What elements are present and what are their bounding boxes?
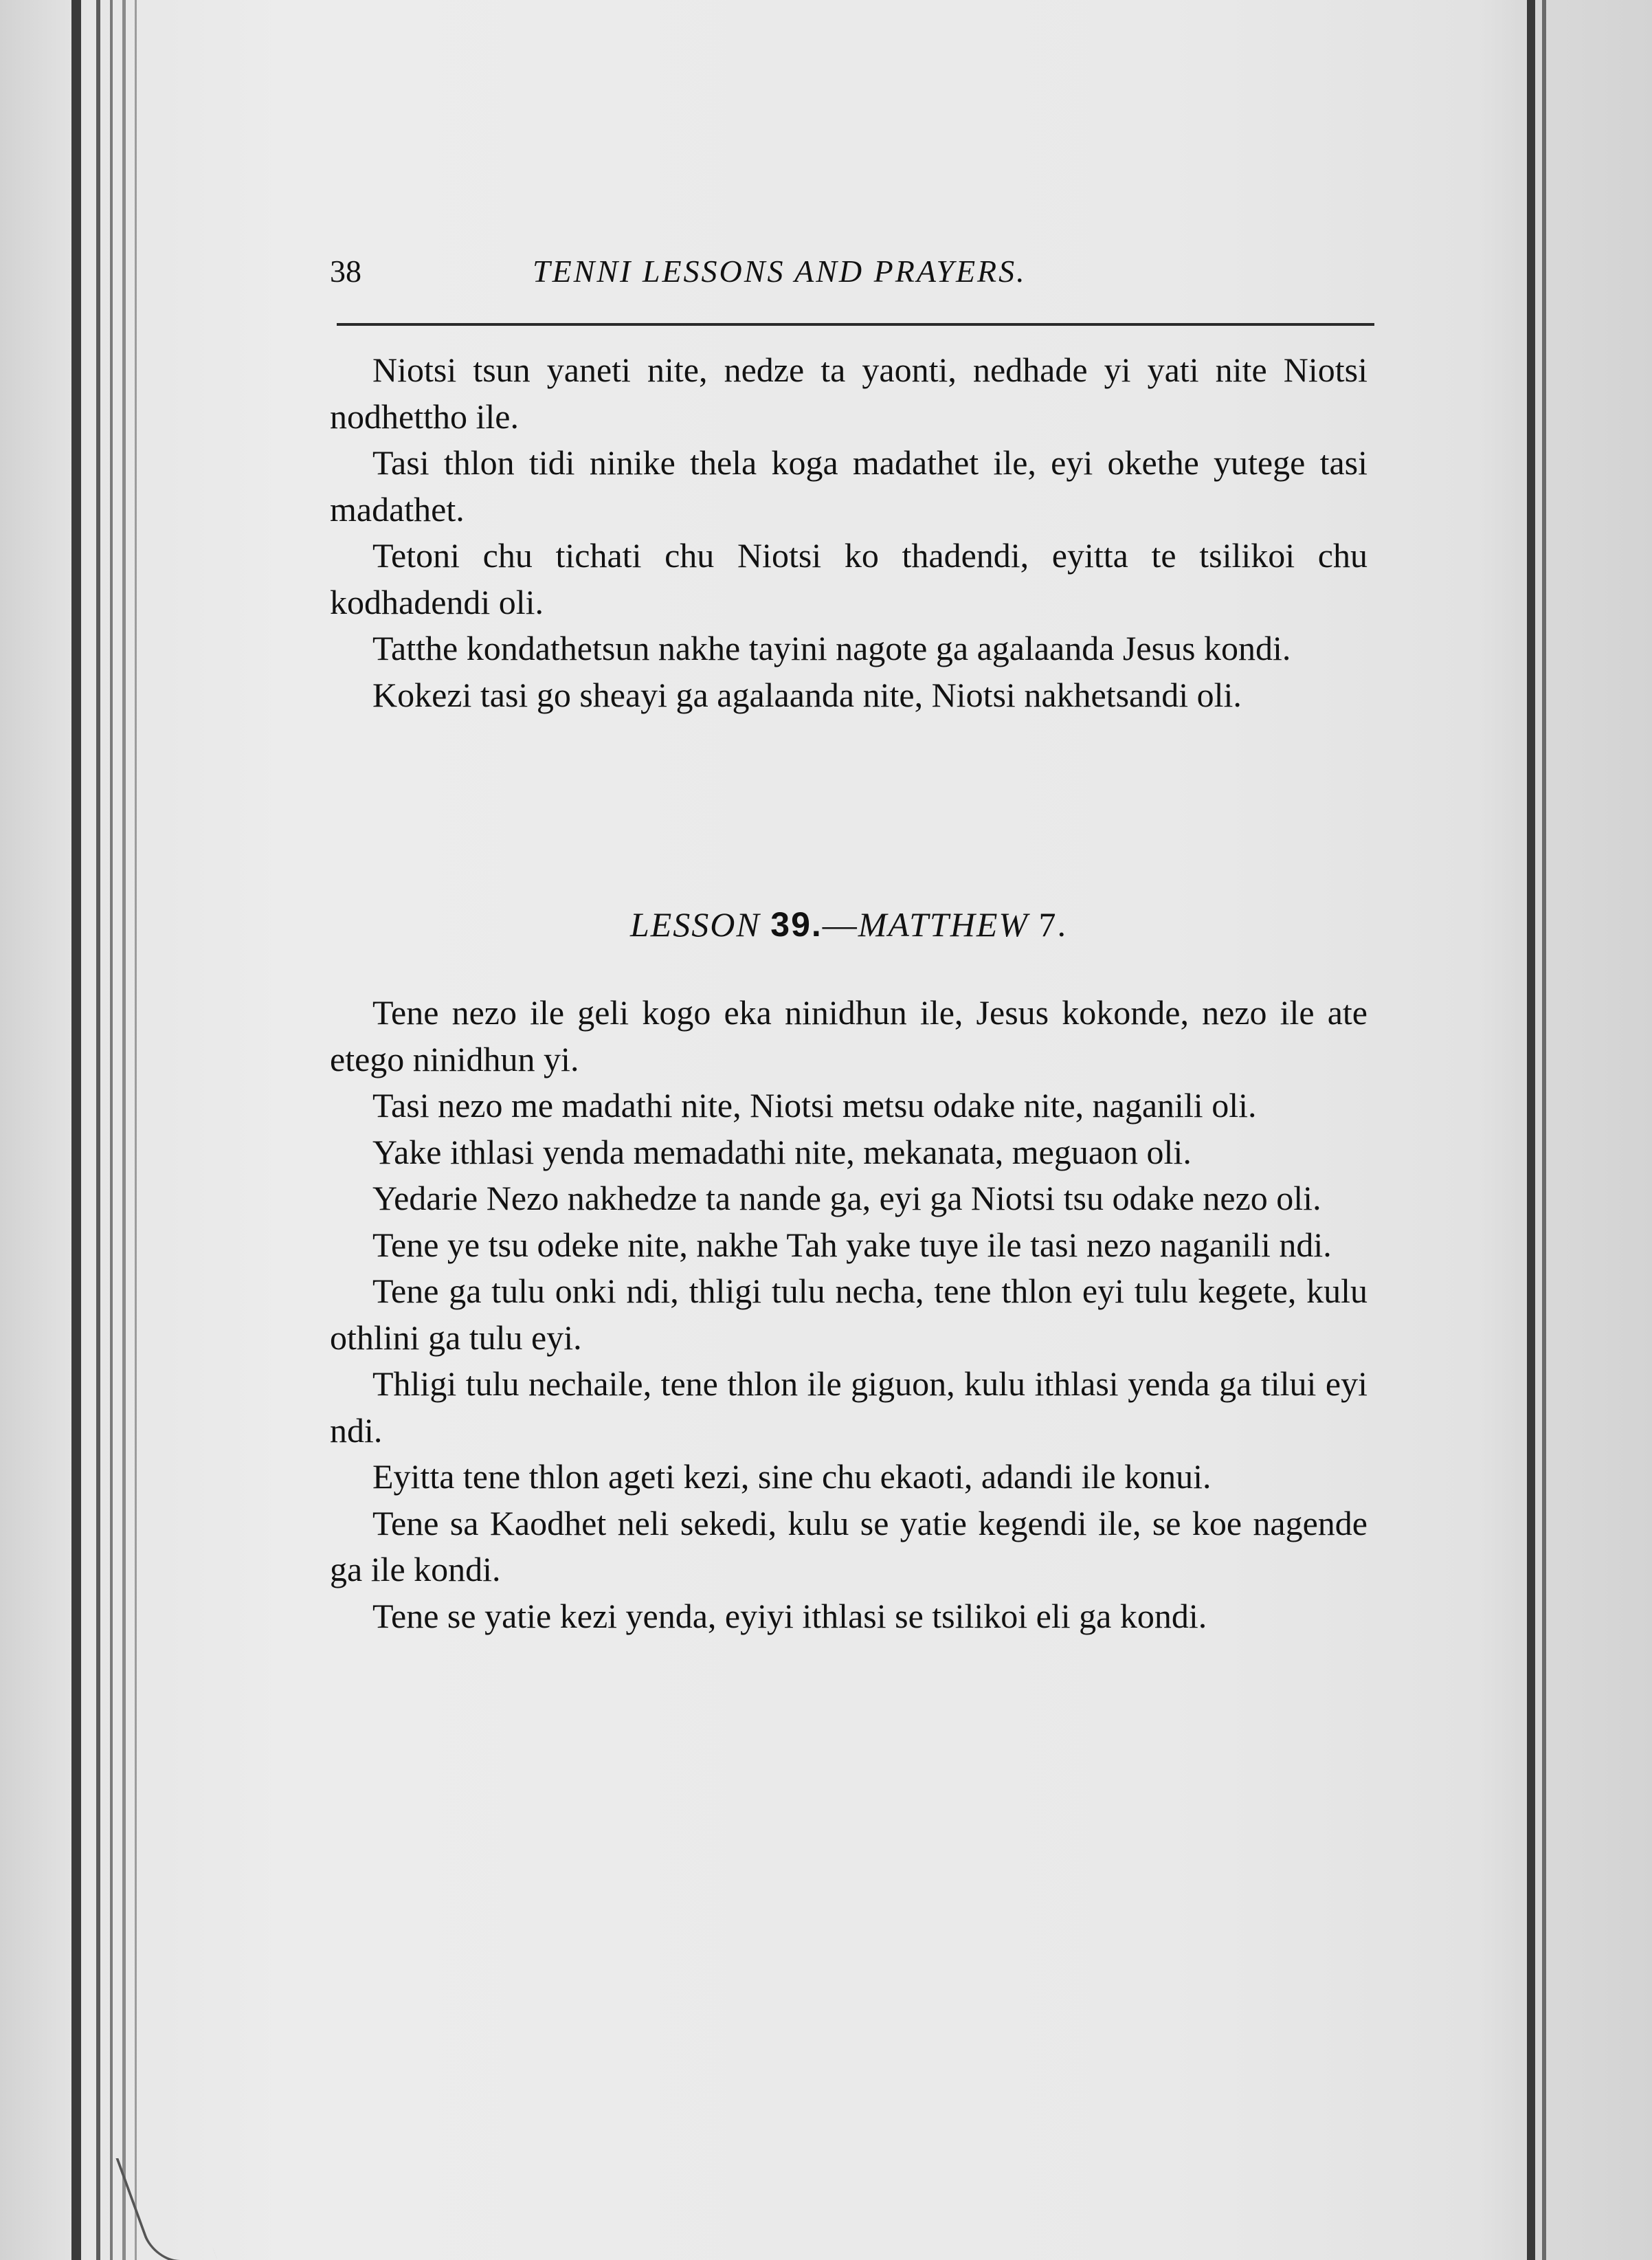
paragraph: Tatthe kondathetsun nakhe tayini nagote ga agalaanda Jesus kondi. <box>372 629 1291 667</box>
paragraph: Niotsi tsun yaneti nite, nedze ta yaonti, nedhade yi yati nite Niotsi nodhettho ile. <box>330 351 1368 436</box>
paragraph: Tasi thlon tidi ninike thela koga madathet ile, eyi okethe yutege tasi madathet. <box>330 443 1368 529</box>
running-title: TENNI LESSONS AND PRAYERS. <box>533 254 1027 289</box>
page-edge-line <box>122 0 126 2260</box>
page-number: 38 <box>330 254 361 289</box>
page-header <box>330 247 1368 296</box>
header-rule <box>337 323 1374 326</box>
right-page-border-line <box>1542 0 1546 2260</box>
paragraph: Yake ithlasi yenda memadathi nite, mekanata, meguaon oli. <box>372 1132 1192 1171</box>
lesson-word: LESSON <box>629 905 761 944</box>
paragraph: Tene ga tulu onki ndi, thligi tulu necha, tene thlon eyi tulu kegete, kulu othlini ga tulu eyi. <box>330 1272 1368 1357</box>
paragraph: Kokezi tasi go sheayi ga agalaanda nite, Niotsi nakhetsandi oli. <box>372 675 1242 714</box>
paragraph: Tene nezo ile geli kogo eka ninidhun ile, Jesus kokonde, nezo ile ate etego ninidhun yi. <box>330 993 1368 1078</box>
paragraph: Eyitta tene thlon ageti kezi, sine chu ekaoti, adandi ile konui. <box>372 1457 1212 1496</box>
top-text-block <box>330 347 1368 718</box>
book-name: MATTHEW <box>858 905 1029 944</box>
paragraph: Tene se yatie kezi yenda, eyiyi ithlasi se tsilikoi eli ga kondi. <box>372 1596 1207 1635</box>
paragraph: Tene ye tsu odeke nite, nakhe Tah yake tuye ile tasi nezo naganili ndi. <box>372 1225 1332 1264</box>
page-edge-line <box>96 0 100 2260</box>
binding-edge <box>71 0 81 2260</box>
page-curl <box>115 2158 218 2260</box>
paragraph: Yedarie Nezo nakhedze ta nande ga, eyi ga Niotsi tsu odake nezo oli. <box>372 1179 1321 1217</box>
paragraph: Tene sa Kaodhet neli sekedi, kulu se yatie kegendi ile, se koe nagende ga ile kondi. <box>330 1503 1368 1588</box>
chapter-number: 7. <box>1038 905 1068 944</box>
lesson-text-block <box>330 990 1368 1639</box>
paragraph: Tasi nezo me madathi nite, Niotsi metsu odake nite, naganili oli. <box>372 1086 1257 1125</box>
paragraph: Tetoni chu tichati chu Niotsi ko thadendi, eyitta te tsilikoi chu kodhadendi oli. <box>330 536 1368 621</box>
page-edge-line <box>135 0 137 2260</box>
paragraph: Thligi tulu nechaile, tene thlon ile giguon, kulu ithlasi yenda ga tilui eyi ndi. <box>330 1364 1368 1450</box>
lesson-heading <box>330 897 1368 952</box>
right-page-border <box>1527 0 1535 2260</box>
heading-dash: — <box>822 905 858 944</box>
page-edge-line <box>110 0 113 2260</box>
lesson-number: 39. <box>770 905 823 944</box>
